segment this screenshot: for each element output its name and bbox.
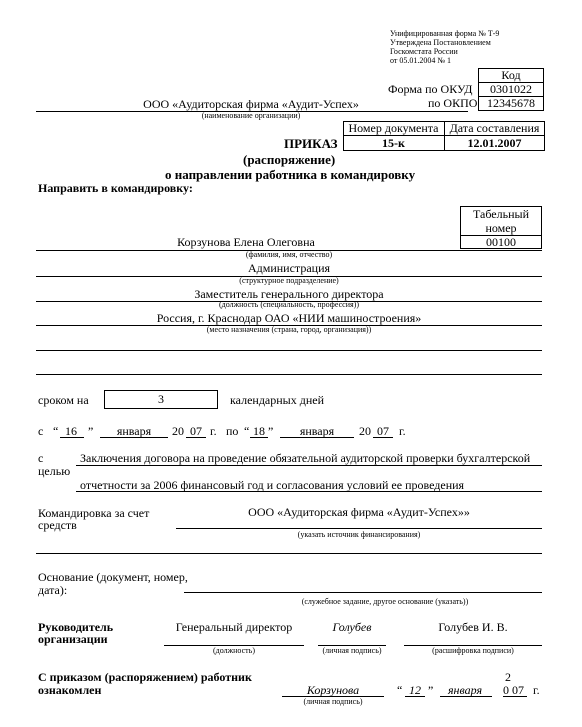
from-month: января [116,424,152,438]
to-year-prefix: 20 [359,424,371,438]
to-quote-close: ” [268,424,274,438]
employee-department-caption: (структурное подразделение) [239,276,339,285]
term-days: 3 [104,390,218,409]
order-purpose-title: о направлении работника в командировку [165,167,416,182]
ack-quote-close: ” [428,683,434,697]
term-unit: календарных дней [230,393,325,407]
funding-label-1: Командировка за счет [38,506,150,520]
head-position: Генеральный директор [175,620,293,634]
head-decoding: Голубев И. В. [438,620,508,634]
ack-month: января [447,683,483,697]
acknowledge-label-2: ознакомлен [38,683,102,697]
basis-label-1: Основание (документ, номер, [38,570,188,584]
ack-year-suffix: г. [533,683,540,697]
form-header-line3: Госкомстата России [390,47,458,56]
funding-source: ООО «Аудиторская фирма «Аудит-Успех»» [248,505,470,519]
tab-number-header-2: номер [485,221,517,235]
from-quote-open: “ [53,424,59,438]
basis-label-2: дата): [38,583,68,597]
ack-quote-open: “ [397,683,403,697]
purpose-label-1: с [38,451,44,465]
form-header-line1: Унифицированная форма № Т-9 [390,29,500,38]
to-label: по [226,424,239,438]
employee-position-caption: (должность (специальность, профессия)) [219,300,359,309]
purpose-label-2: целью [38,464,71,478]
employee-name: Корзунова Елена Олеговна [177,235,315,249]
employee-signature: Корзунова [306,683,360,697]
acknowledge-label-1: С приказом (распоряжением) работник [38,670,252,684]
form-header-line4: от 05.01.2004 № 1 [390,56,452,65]
term-label: сроком на [38,393,89,407]
okud-value: 0301022 [490,82,532,96]
organization-caption: (наименование организации) [201,111,301,120]
order-subtitle: (распоряжение) [243,152,336,167]
to-quote-open: “ [244,424,250,438]
to-month: января [299,424,335,438]
from-year-prefix: 20 [172,424,184,438]
head-signature-caption: (личная подпись) [322,646,382,655]
doc-date-value: 12.01.2007 [467,136,522,150]
purpose-line-1: Заключения договора на проведение обязательной аудиторской проверки бухгалтерской [80,451,531,465]
employee-name-caption: (фамилия, имя, отчество) [245,250,333,259]
funding-label-2: средств [38,518,77,532]
code-header: Код [501,68,521,82]
from-label: с [38,424,44,438]
from-quote-close: ” [88,424,94,438]
form-header-line2: Утверждена Постановлением [390,38,491,47]
to-year-suffix: г. [399,424,406,438]
ack-year-prefix: 0 [503,683,509,697]
destination: Россия, г. Краснодар ОАО «НИИ машиностроения» [156,311,422,325]
doc-number-value: 15-к [382,136,405,150]
head-label-1: Руководитель [38,620,114,634]
to-day: 18 [253,424,265,438]
order-title: ПРИКАЗ [284,136,338,151]
destination-caption: (место назначения (страна, город, организация)) [206,325,372,334]
okpo-label: по ОКПО [428,96,478,110]
employee-position: Заместитель генерального директора [194,287,384,301]
head-position-caption: (должность) [213,646,255,655]
ack-day: 12 [409,683,421,697]
okpo-value: 12345678 [487,96,535,110]
to-year: 07 [377,424,389,438]
from-year-suffix: г. [210,424,217,438]
doc-date-header: Дата составления [449,121,540,135]
tab-number-header-1: Табельный [473,207,529,221]
basis-caption: (служебное задание, другое основание (указать)) [301,597,469,606]
ack-year-top: 2 [505,670,511,684]
employee-signature-caption: (личная подпись) [303,697,363,706]
send-label: Направить в командировку: [38,181,193,195]
from-day: 16 [65,424,77,438]
okud-label: Форма по ОКУД [388,82,473,96]
employee-department: Администрация [247,261,331,275]
head-label-2: организации [38,632,108,646]
ack-year: 07 [512,683,524,697]
doc-number-header: Номер документа [348,121,439,135]
organization-name: ООО «Аудиторская фирма «Аудит-Успех» [143,97,359,111]
funding-caption: (указать источник финансирования) [297,530,421,539]
purpose-line-2: отчетности за 2006 финансовый год и согласования условий ее проведения [80,478,465,492]
head-signature: Голубев [332,620,372,634]
head-decoding-caption: (расшифровка подписи) [432,646,514,655]
tab-number-value: 00100 [486,235,516,249]
from-year: 07 [190,424,202,438]
